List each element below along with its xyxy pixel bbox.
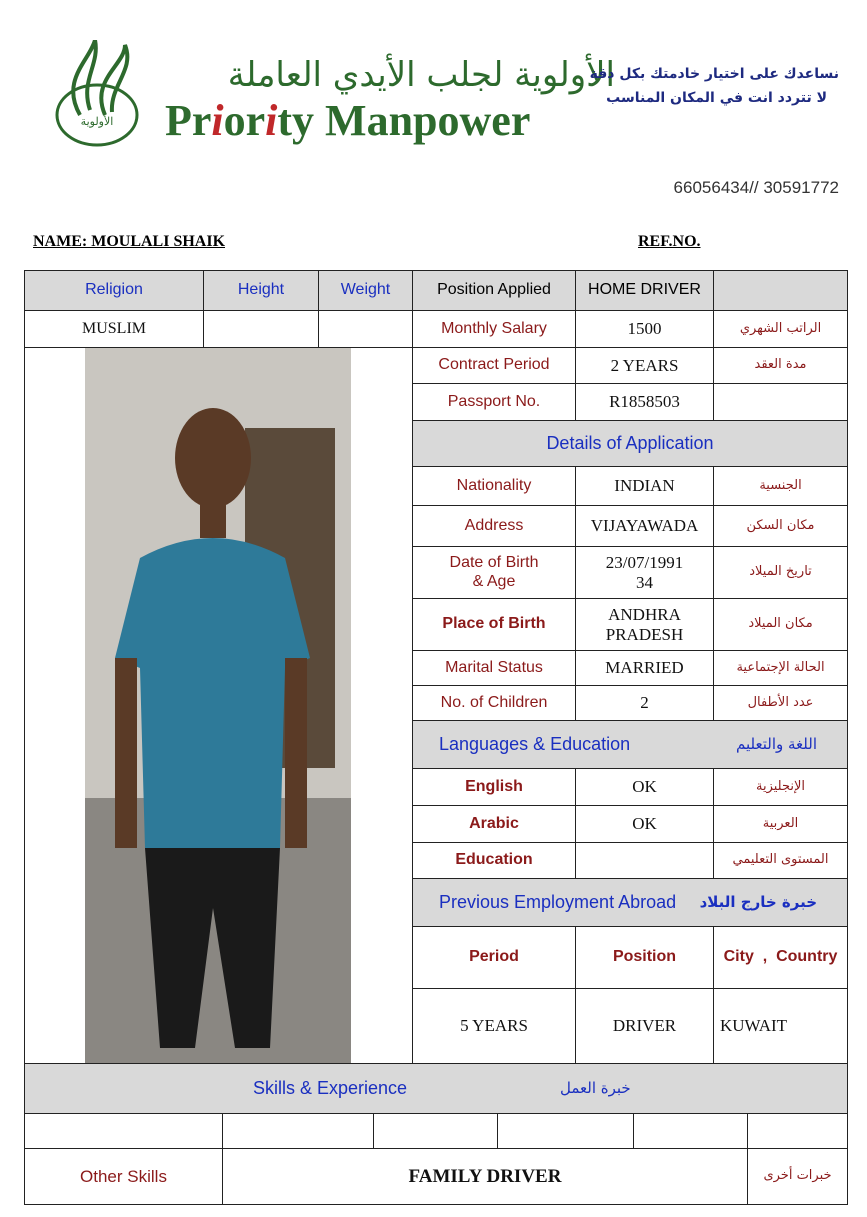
- skill-cell: [747, 1113, 848, 1149]
- skill-cell: [373, 1113, 498, 1149]
- rows2-ar: مكان الميلاد: [713, 598, 848, 651]
- lang-rows-ar: العربية: [713, 805, 848, 843]
- religion-header: Religion: [24, 270, 204, 311]
- rows2-ar: تاريخ الميلاد: [713, 546, 848, 599]
- prev-employment-header: [412, 878, 848, 927]
- rows2-label: No. of Children: [412, 685, 576, 721]
- weight-header: Weight: [318, 270, 413, 311]
- skill-cell: [222, 1113, 374, 1149]
- position-applied-value: HOME DRIVER: [575, 270, 714, 311]
- lang-rows-label: English: [412, 768, 576, 806]
- slogan-2: لا تتردد انت في المكان المناسب: [606, 90, 827, 106]
- rows2-label: Place of Birth: [412, 598, 576, 651]
- city-country-header: City , Country: [713, 926, 848, 989]
- skills-title: Skills & Experience: [253, 1078, 408, 1099]
- skills-header: [24, 1063, 848, 1114]
- photo-cell: [24, 347, 413, 1064]
- lang-rows-label: Education: [412, 842, 576, 879]
- period-value: 5 YEARS: [412, 988, 576, 1064]
- rows2-label: Nationality: [412, 466, 576, 506]
- rows2-value: ANDHRA PRADESH: [575, 598, 714, 651]
- phone-numbers: 66056434// 30591772: [673, 178, 839, 197]
- lang-rows-ar: الإنجليزية: [713, 768, 848, 806]
- languages-title-ar: اللغة والتعليم: [736, 734, 817, 753]
- weight-value: [318, 310, 413, 348]
- logo-text: ty Manpower: [277, 96, 531, 145]
- religion-value: MUSLIM: [24, 310, 204, 348]
- prev-employment-title: Previous Employment Abroad: [439, 892, 677, 913]
- lang-rows-value: [575, 842, 714, 879]
- rows1-label: Monthly Salary: [412, 310, 576, 348]
- details-title: Details of Application: [412, 420, 848, 467]
- other-skills-ar: خبرات أخرى: [747, 1148, 848, 1205]
- skills-title-ar: خبرة العمل: [560, 1078, 631, 1097]
- rows2-value: 23/07/1991 34: [575, 546, 714, 599]
- svg-text:الأولوية: الأولوية: [80, 116, 114, 128]
- rows2-label: Address: [412, 505, 576, 547]
- logo-text: Pr: [165, 96, 212, 145]
- logo-arabic: الأولوية لجلب الأيدي العاملة: [227, 55, 615, 95]
- skill-cell: [497, 1113, 634, 1149]
- rows2-ar: مكان السكن: [713, 505, 848, 547]
- logo-text-i: i: [211, 96, 224, 145]
- rows1-ar: الراتب الشهري: [713, 310, 848, 348]
- logo-english: [165, 95, 530, 146]
- city-country-value: KUWAIT: [713, 988, 848, 1064]
- logo-text: or: [223, 96, 266, 145]
- logo-text-i: i: [265, 96, 278, 145]
- rows1-ar: [713, 383, 848, 421]
- rows1-value: 2 YEARS: [575, 347, 714, 384]
- slogan-1: نساعدك على اختيار خادمتك بكل دقة: [589, 66, 839, 82]
- candidate-photo: [85, 348, 351, 1063]
- skill-cell: [24, 1113, 223, 1149]
- rows2-value: INDIAN: [575, 466, 714, 506]
- rows1-label: Passport No.: [412, 383, 576, 421]
- rows2-label: Date of Birth & Age: [412, 546, 576, 599]
- rows1-value: 1500: [575, 310, 714, 348]
- position-value: DRIVER: [575, 988, 714, 1064]
- rows1-ar: مدة العقد: [713, 347, 848, 384]
- rows2-value: MARRIED: [575, 650, 714, 686]
- prev-employment-title-ar: خبرة خارج البلاد: [699, 892, 817, 911]
- rows2-ar: عدد الأطفال: [713, 685, 848, 721]
- position-applied-label: Position Applied: [412, 270, 576, 311]
- rows2-value: VIJAYAWADA: [575, 505, 714, 547]
- name-label: NAME: MOULALI SHAIK: [33, 233, 226, 250]
- height-header: Height: [203, 270, 319, 311]
- rows2-label: Marital Status: [412, 650, 576, 686]
- other-skills-label: Other Skills: [24, 1148, 223, 1205]
- rows2-ar: الحالة الإجتماعية: [713, 650, 848, 686]
- position-applied-ar: [713, 270, 848, 311]
- rows1-label: Contract Period: [412, 347, 576, 384]
- skill-cell: [633, 1113, 748, 1149]
- lang-rows-ar: المستوى التعليمي: [713, 842, 848, 879]
- lang-rows-label: Arabic: [412, 805, 576, 843]
- logo-emblem: [50, 40, 145, 150]
- period-header: Period: [412, 926, 576, 989]
- rows2-value: 2: [575, 685, 714, 721]
- languages-header: [412, 720, 848, 769]
- rows1-value: R1858503: [575, 383, 714, 421]
- languages-title: Languages & Education: [439, 734, 631, 755]
- lang-rows-value: OK: [575, 768, 714, 806]
- rows2-ar: الجنسية: [713, 466, 848, 506]
- height-value: [203, 310, 319, 348]
- other-skills-value: FAMILY DRIVER: [222, 1148, 748, 1205]
- ref-label: REF.NO.: [638, 233, 701, 250]
- lang-rows-value: OK: [575, 805, 714, 843]
- position-header: Position: [575, 926, 714, 989]
